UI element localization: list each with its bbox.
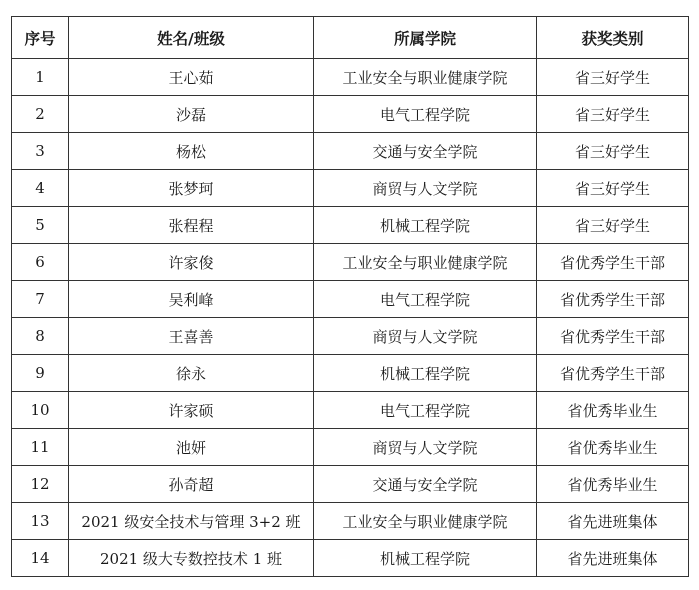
cell-name: 杨松	[69, 133, 314, 170]
cell-name: 王喜善	[69, 318, 314, 355]
header-award-type: 获奖类别	[537, 17, 689, 59]
cell-college: 交通与安全学院	[314, 133, 537, 170]
cell-name: 张梦珂	[69, 170, 314, 207]
cell-award: 省优秀学生干部	[537, 355, 689, 392]
cell-number: 14	[12, 540, 69, 577]
awards-table	[11, 16, 689, 577]
cell-number: 6	[12, 244, 69, 281]
table-row	[12, 429, 689, 466]
cell-college: 交通与安全学院	[314, 466, 537, 503]
cell-number: 7	[12, 281, 69, 318]
cell-number: 11	[12, 429, 69, 466]
cell-name: 孙奇超	[69, 466, 314, 503]
cell-award: 省三好学生	[537, 59, 689, 96]
header-college: 所属学院	[314, 17, 537, 59]
cell-college: 机械工程学院	[314, 355, 537, 392]
cell-number: 10	[12, 392, 69, 429]
cell-number: 2	[12, 96, 69, 133]
cell-college: 电气工程学院	[314, 281, 537, 318]
cell-number: 1	[12, 59, 69, 96]
cell-award: 省三好学生	[537, 207, 689, 244]
table-header	[12, 17, 689, 59]
table-row	[12, 96, 689, 133]
table-row	[12, 318, 689, 355]
cell-name: 沙磊	[69, 96, 314, 133]
cell-award: 省优秀学生干部	[537, 318, 689, 355]
cell-name: 2021 级大专数控技术 1 班	[69, 540, 314, 577]
header-name-class: 姓名/班级	[69, 17, 314, 59]
cell-name: 王心茹	[69, 59, 314, 96]
table-row	[12, 392, 689, 429]
cell-number: 8	[12, 318, 69, 355]
cell-number: 13	[12, 503, 69, 540]
cell-college: 工业安全与职业健康学院	[314, 503, 537, 540]
cell-award: 省优秀学生干部	[537, 244, 689, 281]
cell-number: 4	[12, 170, 69, 207]
table-row	[12, 466, 689, 503]
table-row	[12, 207, 689, 244]
cell-college: 电气工程学院	[314, 96, 537, 133]
table-row	[12, 540, 689, 577]
cell-college: 机械工程学院	[314, 207, 537, 244]
cell-college: 商贸与人文学院	[314, 429, 537, 466]
header-number: 序号	[12, 17, 69, 59]
table-body	[12, 59, 689, 577]
cell-college: 机械工程学院	[314, 540, 537, 577]
cell-college: 商贸与人文学院	[314, 318, 537, 355]
cell-name: 徐永	[69, 355, 314, 392]
cell-award: 省三好学生	[537, 170, 689, 207]
cell-number: 9	[12, 355, 69, 392]
cell-number: 5	[12, 207, 69, 244]
cell-name: 许家俊	[69, 244, 314, 281]
table-row	[12, 503, 689, 540]
cell-award: 省优秀学生干部	[537, 281, 689, 318]
cell-college: 工业安全与职业健康学院	[314, 59, 537, 96]
cell-name: 2021 级安全技术与管理 3+2 班	[69, 503, 314, 540]
table-row	[12, 59, 689, 96]
table-row	[12, 244, 689, 281]
cell-number: 12	[12, 466, 69, 503]
cell-name: 吴利峰	[69, 281, 314, 318]
cell-award: 省三好学生	[537, 133, 689, 170]
table-row	[12, 355, 689, 392]
table-row	[12, 281, 689, 318]
cell-award: 省优秀毕业生	[537, 466, 689, 503]
header-row	[12, 17, 689, 59]
cell-name: 池妍	[69, 429, 314, 466]
cell-award: 省先进班集体	[537, 540, 689, 577]
table-row	[12, 170, 689, 207]
cell-name: 许家硕	[69, 392, 314, 429]
cell-college: 电气工程学院	[314, 392, 537, 429]
table-row	[12, 133, 689, 170]
cell-award: 省三好学生	[537, 96, 689, 133]
cell-award: 省优秀毕业生	[537, 392, 689, 429]
cell-name: 张程程	[69, 207, 314, 244]
cell-award: 省先进班集体	[537, 503, 689, 540]
cell-number: 3	[12, 133, 69, 170]
cell-award: 省优秀毕业生	[537, 429, 689, 466]
cell-college: 工业安全与职业健康学院	[314, 244, 537, 281]
cell-college: 商贸与人文学院	[314, 170, 537, 207]
